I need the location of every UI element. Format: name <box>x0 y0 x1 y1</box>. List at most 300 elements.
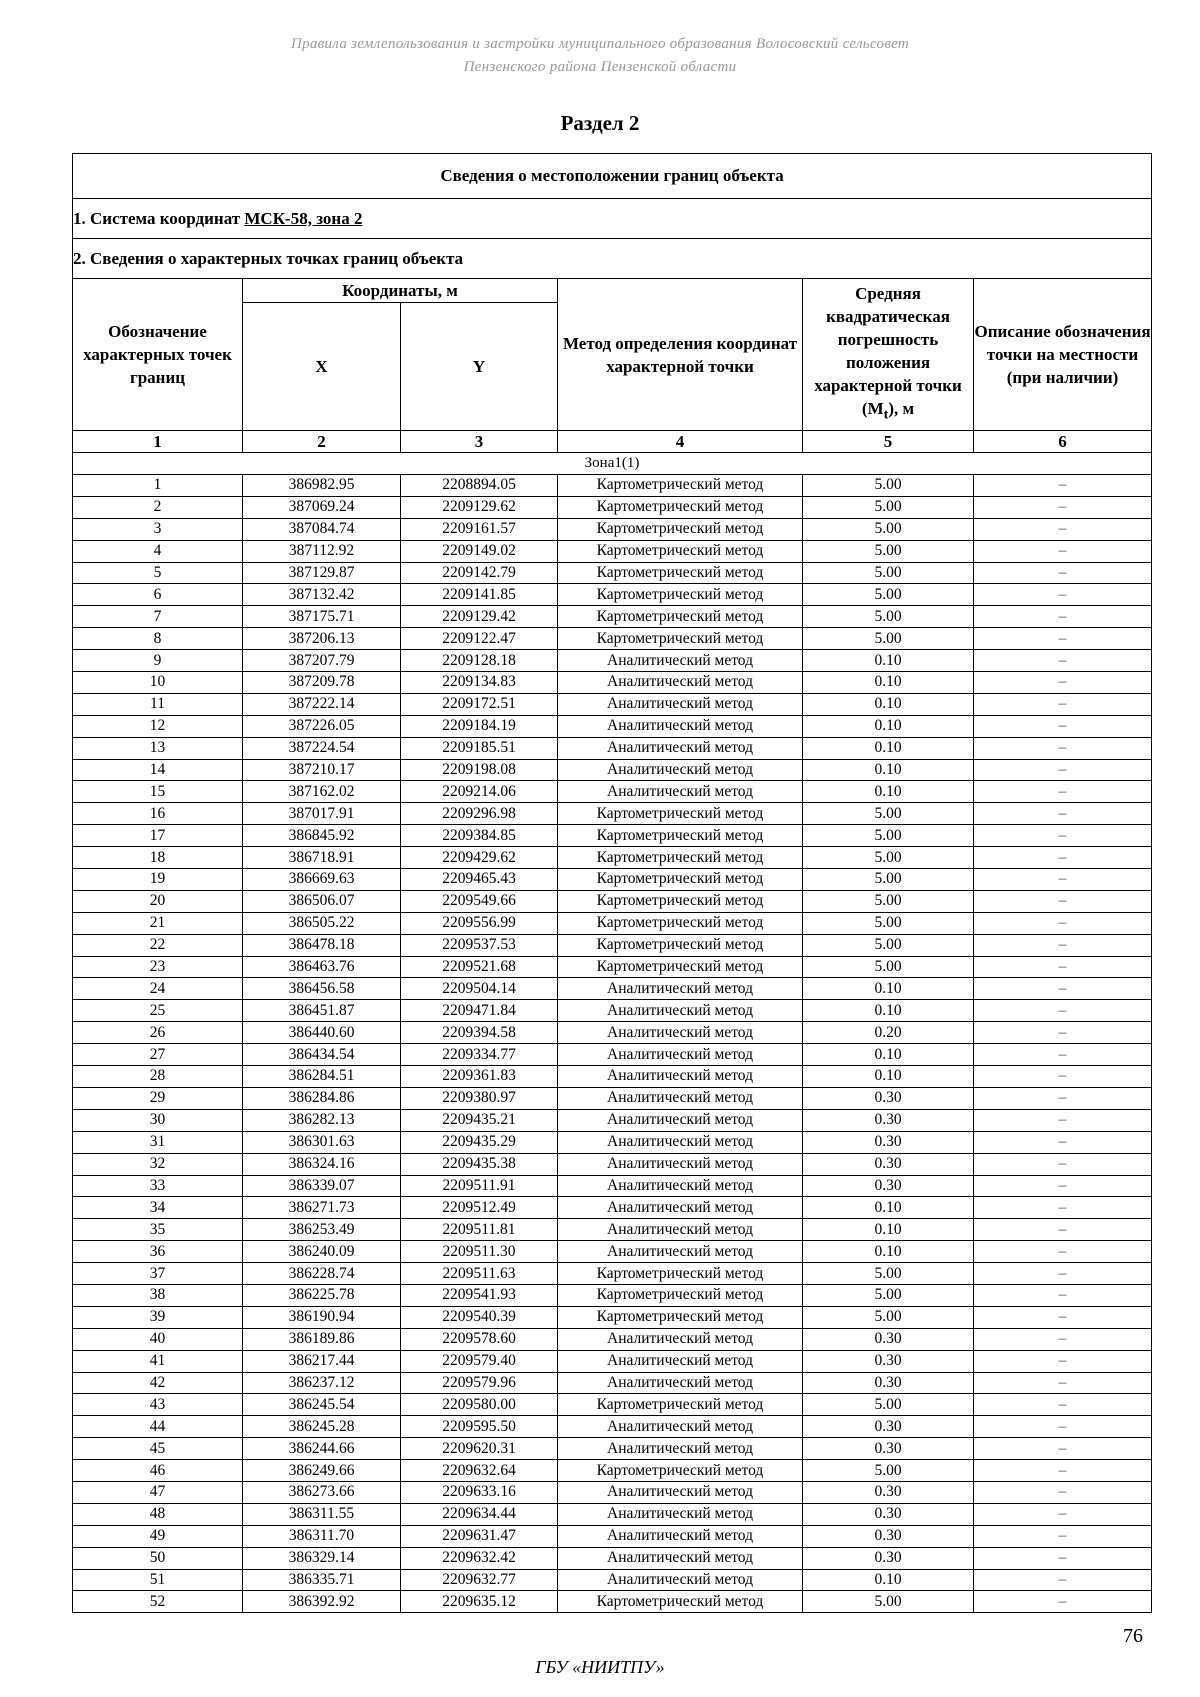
method-cell: Аналитический метод <box>558 1109 803 1131</box>
method-cell: Картометрический метод <box>558 847 803 869</box>
method-cell: Аналитический метод <box>558 1175 803 1197</box>
x-coordinate-cell: 386506.07 <box>243 890 401 912</box>
zone-label: Зона1(1) <box>73 453 1152 475</box>
method-cell: Аналитический метод <box>558 1087 803 1109</box>
description-cell: – <box>974 759 1152 781</box>
error-cell: 0.10 <box>803 1000 974 1022</box>
error-cell: 0.30 <box>803 1087 974 1109</box>
error-cell: 0.10 <box>803 1241 974 1263</box>
method-cell: Аналитический метод <box>558 1481 803 1503</box>
y-coordinate-cell: 2209184.19 <box>401 715 558 737</box>
point-number-cell: 9 <box>73 650 243 672</box>
method-cell: Картометрический метод <box>558 1263 803 1285</box>
error-cell: 5.00 <box>803 584 974 606</box>
error-cell: 5.00 <box>803 540 974 562</box>
point-number-cell: 38 <box>73 1284 243 1306</box>
method-cell: Картометрический метод <box>558 890 803 912</box>
x-coordinate-cell: 387226.05 <box>243 715 401 737</box>
error-cell: 5.00 <box>803 606 974 628</box>
method-cell: Аналитический метод <box>558 715 803 737</box>
table-row <box>73 475 1152 497</box>
point-number-cell: 12 <box>73 715 243 737</box>
x-coordinate-cell: 387224.54 <box>243 737 401 759</box>
point-number-cell: 39 <box>73 1306 243 1328</box>
table-row <box>73 540 1152 562</box>
error-cell: 5.00 <box>803 1460 974 1482</box>
table-row <box>73 693 1152 715</box>
error-cell: 0.30 <box>803 1175 974 1197</box>
error-cell: 5.00 <box>803 934 974 956</box>
error-cell: 5.00 <box>803 1263 974 1285</box>
description-cell: – <box>974 934 1152 956</box>
header-x: X <box>243 303 401 431</box>
point-number-cell: 50 <box>73 1547 243 1569</box>
description-cell: – <box>974 1241 1152 1263</box>
y-coordinate-cell: 2209632.42 <box>401 1547 558 1569</box>
point-number-cell: 18 <box>73 847 243 869</box>
x-coordinate-cell: 386245.54 <box>243 1394 401 1416</box>
table-row <box>73 1109 1152 1131</box>
error-cell: 0.10 <box>803 1197 974 1219</box>
y-coordinate-cell: 2209435.29 <box>401 1131 558 1153</box>
x-coordinate-cell: 386249.66 <box>243 1460 401 1482</box>
method-cell: Картометрический метод <box>558 1460 803 1482</box>
table-caption: Сведения о местоположении границ объекта <box>73 154 1152 199</box>
description-cell: – <box>974 1481 1152 1503</box>
y-coordinate-cell: 2209129.42 <box>401 606 558 628</box>
y-coordinate-cell: 2209620.31 <box>401 1438 558 1460</box>
table-row <box>73 715 1152 737</box>
method-cell: Аналитический метод <box>558 1044 803 1066</box>
point-number-cell: 3 <box>73 518 243 540</box>
header-coordinates: Координаты, м <box>243 279 558 303</box>
table-row <box>73 650 1152 672</box>
x-coordinate-cell: 387132.42 <box>243 584 401 606</box>
x-coordinate-cell: 386982.95 <box>243 475 401 497</box>
method-cell: Аналитический метод <box>558 1416 803 1438</box>
description-cell: – <box>974 518 1152 540</box>
method-cell: Аналитический метод <box>558 1022 803 1044</box>
point-number-cell: 1 <box>73 475 243 497</box>
point-number-cell: 30 <box>73 1109 243 1131</box>
y-coordinate-cell: 2209198.08 <box>401 759 558 781</box>
y-coordinate-cell: 2209172.51 <box>401 693 558 715</box>
method-cell: Картометрический метод <box>558 628 803 650</box>
x-coordinate-cell: 386271.73 <box>243 1197 401 1219</box>
point-number-cell: 13 <box>73 737 243 759</box>
error-cell: 0.30 <box>803 1503 974 1525</box>
document-header-line-1: Правила землепользования и застройки муниципального образования Волосовский сельсовет <box>290 36 910 52</box>
table-row <box>73 1022 1152 1044</box>
header-error: Средняя квадратическая погрешность положения характерной точки $(M_t)$, м <box>803 279 974 431</box>
y-coordinate-cell: 2209142.79 <box>401 562 558 584</box>
description-cell: – <box>974 1460 1152 1482</box>
table-row <box>73 1219 1152 1241</box>
description-cell: – <box>974 956 1152 978</box>
error-cell: 0.30 <box>803 1525 974 1547</box>
method-cell: Картометрический метод <box>558 912 803 934</box>
y-coordinate-cell: 2209296.98 <box>401 803 558 825</box>
y-coordinate-cell: 2209632.77 <box>401 1569 558 1591</box>
y-coordinate-cell: 2209122.47 <box>401 628 558 650</box>
x-coordinate-cell: 387069.24 <box>243 496 401 518</box>
y-coordinate-cell: 2209511.81 <box>401 1219 558 1241</box>
y-coordinate-cell: 2209149.02 <box>401 540 558 562</box>
table-row <box>73 672 1152 694</box>
table-row <box>73 956 1152 978</box>
description-cell: – <box>974 475 1152 497</box>
method-cell: Картометрический метод <box>558 825 803 847</box>
x-coordinate-cell: 387017.91 <box>243 803 401 825</box>
y-coordinate-cell: 2209504.14 <box>401 978 558 1000</box>
method-cell: Картометрический метод <box>558 1306 803 1328</box>
y-coordinate-cell: 2209595.50 <box>401 1416 558 1438</box>
description-cell: – <box>974 1175 1152 1197</box>
table-row <box>73 1241 1152 1263</box>
table-row <box>73 1087 1152 1109</box>
method-cell: Картометрический метод <box>558 562 803 584</box>
description-cell: – <box>974 1328 1152 1350</box>
y-coordinate-cell: 2209579.96 <box>401 1372 558 1394</box>
x-coordinate-cell: 386228.74 <box>243 1263 401 1285</box>
method-cell: Аналитический метод <box>558 759 803 781</box>
table-row <box>73 496 1152 518</box>
error-cell: 5.00 <box>803 1591 974 1613</box>
x-coordinate-cell: 387209.78 <box>243 672 401 694</box>
point-number-cell: 31 <box>73 1131 243 1153</box>
error-cell: 5.00 <box>803 518 974 540</box>
x-coordinate-cell: 387162.02 <box>243 781 401 803</box>
description-cell: – <box>974 1350 1152 1372</box>
error-cell: 5.00 <box>803 1306 974 1328</box>
method-cell: Картометрический метод <box>558 496 803 518</box>
point-number-cell: 21 <box>73 912 243 934</box>
description-cell: – <box>974 825 1152 847</box>
y-coordinate-cell: 2209511.63 <box>401 1263 558 1285</box>
document-header-line-2: Пензенского района Пензенской области <box>463 59 737 75</box>
description-cell: – <box>974 1000 1152 1022</box>
method-cell: Картометрический метод <box>558 1284 803 1306</box>
method-cell: Аналитический метод <box>558 1525 803 1547</box>
column-number: 6 <box>974 431 1152 453</box>
x-coordinate-cell: 386244.66 <box>243 1438 401 1460</box>
point-number-cell: 6 <box>73 584 243 606</box>
point-number-cell: 44 <box>73 1416 243 1438</box>
error-cell: 0.10 <box>803 672 974 694</box>
table-row <box>73 1197 1152 1219</box>
error-cell: 0.30 <box>803 1547 974 1569</box>
y-coordinate-cell: 2209214.06 <box>401 781 558 803</box>
x-coordinate-cell: 386301.63 <box>243 1131 401 1153</box>
y-coordinate-cell: 2209465.43 <box>401 869 558 891</box>
column-number: 4 <box>558 431 803 453</box>
description-cell: – <box>974 1153 1152 1175</box>
table-row <box>73 1175 1152 1197</box>
x-coordinate-cell: 386225.78 <box>243 1284 401 1306</box>
table-row <box>73 803 1152 825</box>
description-cell: – <box>974 606 1152 628</box>
point-number-cell: 33 <box>73 1175 243 1197</box>
column-number: 2 <box>243 431 401 453</box>
point-number-cell: 37 <box>73 1263 243 1285</box>
method-cell: Аналитический метод <box>558 781 803 803</box>
x-coordinate-cell: 386284.51 <box>243 1066 401 1088</box>
error-cell: 5.00 <box>803 825 974 847</box>
x-coordinate-cell: 386237.12 <box>243 1372 401 1394</box>
description-cell: – <box>974 1503 1152 1525</box>
method-cell: Аналитический метод <box>558 1350 803 1372</box>
point-number-cell: 14 <box>73 759 243 781</box>
method-cell: Картометрический метод <box>558 934 803 956</box>
y-coordinate-cell: 2209633.16 <box>401 1481 558 1503</box>
description-cell: – <box>974 737 1152 759</box>
description-cell: – <box>974 1109 1152 1131</box>
point-number-cell: 20 <box>73 890 243 912</box>
point-number-cell: 40 <box>73 1328 243 1350</box>
point-number-cell: 27 <box>73 1044 243 1066</box>
method-cell: Картометрический метод <box>558 540 803 562</box>
y-coordinate-cell: 2209631.47 <box>401 1525 558 1547</box>
method-cell: Картометрический метод <box>558 1394 803 1416</box>
y-coordinate-cell: 2209134.83 <box>401 672 558 694</box>
y-coordinate-cell: 2209632.64 <box>401 1460 558 1482</box>
y-coordinate-cell: 2209129.62 <box>401 496 558 518</box>
x-coordinate-cell: 386478.18 <box>243 934 401 956</box>
y-coordinate-cell: 2209635.12 <box>401 1591 558 1613</box>
error-cell: 0.10 <box>803 978 974 1000</box>
x-coordinate-cell: 386311.70 <box>243 1525 401 1547</box>
description-cell: – <box>974 803 1152 825</box>
method-cell: Аналитический метод <box>558 693 803 715</box>
y-coordinate-cell: 2209512.49 <box>401 1197 558 1219</box>
y-coordinate-cell: 2209541.93 <box>401 1284 558 1306</box>
document-footer: ГБУ «НИИТПУ» <box>535 1657 665 1677</box>
method-cell: Аналитический метод <box>558 737 803 759</box>
description-cell: – <box>974 540 1152 562</box>
x-coordinate-cell: 386845.92 <box>243 825 401 847</box>
description-cell: – <box>974 1131 1152 1153</box>
x-coordinate-cell: 386217.44 <box>243 1350 401 1372</box>
description-cell: – <box>974 715 1152 737</box>
x-coordinate-cell: 386392.92 <box>243 1591 401 1613</box>
point-number-cell: 10 <box>73 672 243 694</box>
table-row <box>73 1569 1152 1591</box>
method-cell: Аналитический метод <box>558 1153 803 1175</box>
header-y: Y <box>401 303 558 431</box>
coordinate-system-value: МСК-58, зона 2 <box>244 208 363 228</box>
point-number-cell: 52 <box>73 1591 243 1613</box>
error-cell: 0.10 <box>803 650 974 672</box>
x-coordinate-cell: 387210.17 <box>243 759 401 781</box>
error-cell: 0.30 <box>803 1438 974 1460</box>
column-number: 1 <box>73 431 243 453</box>
y-coordinate-cell: 2209580.00 <box>401 1394 558 1416</box>
error-cell: 0.10 <box>803 781 974 803</box>
header-description: Описание обозначения точки на местности (при наличии) <box>974 279 1152 431</box>
method-cell: Картометрический метод <box>558 606 803 628</box>
description-cell: – <box>974 628 1152 650</box>
error-cell: 0.30 <box>803 1131 974 1153</box>
x-coordinate-cell: 386456.58 <box>243 978 401 1000</box>
error-cell: 0.30 <box>803 1153 974 1175</box>
table-row <box>73 781 1152 803</box>
description-cell: – <box>974 584 1152 606</box>
description-cell: – <box>974 1416 1152 1438</box>
x-coordinate-cell: 387129.87 <box>243 562 401 584</box>
y-coordinate-cell: 2209578.60 <box>401 1328 558 1350</box>
x-coordinate-cell: 386273.66 <box>243 1481 401 1503</box>
x-coordinate-cell: 386463.76 <box>243 956 401 978</box>
description-cell: – <box>974 693 1152 715</box>
point-number-cell: 28 <box>73 1066 243 1088</box>
error-cell: 0.10 <box>803 737 974 759</box>
x-coordinate-cell: 386245.28 <box>243 1416 401 1438</box>
error-cell: 0.30 <box>803 1328 974 1350</box>
description-cell: – <box>974 890 1152 912</box>
error-cell: 0.10 <box>803 1066 974 1088</box>
method-cell: Аналитический метод <box>558 672 803 694</box>
point-number-cell: 2 <box>73 496 243 518</box>
table-row <box>73 912 1152 934</box>
point-number-cell: 16 <box>73 803 243 825</box>
y-coordinate-cell: 2209380.97 <box>401 1087 558 1109</box>
description-cell: – <box>974 650 1152 672</box>
description-cell: – <box>974 1219 1152 1241</box>
error-cell: 5.00 <box>803 912 974 934</box>
y-coordinate-cell: 2209471.84 <box>401 1000 558 1022</box>
x-coordinate-cell: 386284.86 <box>243 1087 401 1109</box>
point-number-cell: 8 <box>73 628 243 650</box>
point-number-cell: 47 <box>73 1481 243 1503</box>
method-cell: Аналитический метод <box>558 1219 803 1241</box>
table-row <box>73 1525 1152 1547</box>
description-cell: – <box>974 1087 1152 1109</box>
description-cell: – <box>974 869 1152 891</box>
description-cell: – <box>974 1372 1152 1394</box>
error-cell: 0.30 <box>803 1416 974 1438</box>
table-row <box>73 825 1152 847</box>
table-row <box>73 1284 1152 1306</box>
x-coordinate-cell: 386311.55 <box>243 1503 401 1525</box>
table-row <box>73 628 1152 650</box>
table-row <box>73 869 1152 891</box>
y-coordinate-cell: 2209634.44 <box>401 1503 558 1525</box>
x-coordinate-cell: 387207.79 <box>243 650 401 672</box>
coordinate-system-line <box>73 199 1152 239</box>
table-row <box>73 1044 1152 1066</box>
y-coordinate-cell: 2209361.83 <box>401 1066 558 1088</box>
description-cell: – <box>974 1394 1152 1416</box>
description-cell: – <box>974 1547 1152 1569</box>
error-cell: 0.10 <box>803 715 974 737</box>
error-cell: 0.30 <box>803 1372 974 1394</box>
x-coordinate-cell: 386253.49 <box>243 1219 401 1241</box>
method-cell: Картометрический метод <box>558 956 803 978</box>
point-number-cell: 23 <box>73 956 243 978</box>
description-cell: – <box>974 1591 1152 1613</box>
description-cell: – <box>974 1044 1152 1066</box>
y-coordinate-cell: 2209429.62 <box>401 847 558 869</box>
table-row <box>73 606 1152 628</box>
method-cell: Картометрический метод <box>558 518 803 540</box>
method-cell: Аналитический метод <box>558 1000 803 1022</box>
table-row <box>73 1131 1152 1153</box>
x-coordinate-cell: 386335.71 <box>243 1569 401 1591</box>
table-row <box>73 847 1152 869</box>
method-cell: Картометрический метод <box>558 1591 803 1613</box>
method-cell: Картометрический метод <box>558 869 803 891</box>
error-cell: 0.10 <box>803 759 974 781</box>
method-cell: Аналитический метод <box>558 650 803 672</box>
x-coordinate-cell: 386451.87 <box>243 1000 401 1022</box>
table-row <box>73 1263 1152 1285</box>
method-cell: Картометрический метод <box>558 475 803 497</box>
table-row <box>73 1547 1152 1569</box>
y-coordinate-cell: 2209384.85 <box>401 825 558 847</box>
x-coordinate-cell: 386189.86 <box>243 1328 401 1350</box>
table-row <box>73 1481 1152 1503</box>
description-cell: – <box>974 1569 1152 1591</box>
x-coordinate-cell: 386669.63 <box>243 869 401 891</box>
point-number-cell: 4 <box>73 540 243 562</box>
y-coordinate-cell: 2209540.39 <box>401 1306 558 1328</box>
table-row <box>73 1306 1152 1328</box>
description-cell: – <box>974 1306 1152 1328</box>
point-number-cell: 15 <box>73 781 243 803</box>
table-row <box>73 1372 1152 1394</box>
boundary-points-table <box>72 153 1152 1613</box>
column-number: 3 <box>401 431 558 453</box>
point-number-cell: 32 <box>73 1153 243 1175</box>
method-cell: Аналитический метод <box>558 1131 803 1153</box>
error-cell: 5.00 <box>803 475 974 497</box>
error-cell: 5.00 <box>803 496 974 518</box>
error-cell: 5.00 <box>803 890 974 912</box>
x-coordinate-cell: 386434.54 <box>243 1044 401 1066</box>
error-cell: 5.00 <box>803 847 974 869</box>
x-coordinate-cell: 387084.74 <box>243 518 401 540</box>
x-coordinate-cell: 387112.92 <box>243 540 401 562</box>
method-cell: Картометрический метод <box>558 803 803 825</box>
table-row <box>73 1000 1152 1022</box>
error-cell: 0.20 <box>803 1022 974 1044</box>
error-cell: 0.10 <box>803 1569 974 1591</box>
point-number-cell: 45 <box>73 1438 243 1460</box>
table-row <box>73 934 1152 956</box>
error-cell: 0.10 <box>803 693 974 715</box>
table-row <box>73 518 1152 540</box>
table-row <box>73 978 1152 1000</box>
y-coordinate-cell: 2209556.99 <box>401 912 558 934</box>
column-number: 5 <box>803 431 974 453</box>
description-cell: – <box>974 1284 1152 1306</box>
error-cell: 5.00 <box>803 803 974 825</box>
table-row <box>73 562 1152 584</box>
description-cell: – <box>974 1197 1152 1219</box>
method-cell: Аналитический метод <box>558 1066 803 1088</box>
point-number-cell: 41 <box>73 1350 243 1372</box>
x-coordinate-cell: 386282.13 <box>243 1109 401 1131</box>
method-cell: Аналитический метод <box>558 1372 803 1394</box>
point-number-cell: 36 <box>73 1241 243 1263</box>
x-coordinate-cell: 386329.14 <box>243 1547 401 1569</box>
page-number: 76 <box>1123 1625 1143 1647</box>
method-cell: Аналитический метод <box>558 1328 803 1350</box>
header-designation: Обозначение характерных точек границ <box>73 279 243 431</box>
y-coordinate-cell: 2209521.68 <box>401 956 558 978</box>
y-coordinate-cell: 2209185.51 <box>401 737 558 759</box>
y-coordinate-cell: 2209141.85 <box>401 584 558 606</box>
